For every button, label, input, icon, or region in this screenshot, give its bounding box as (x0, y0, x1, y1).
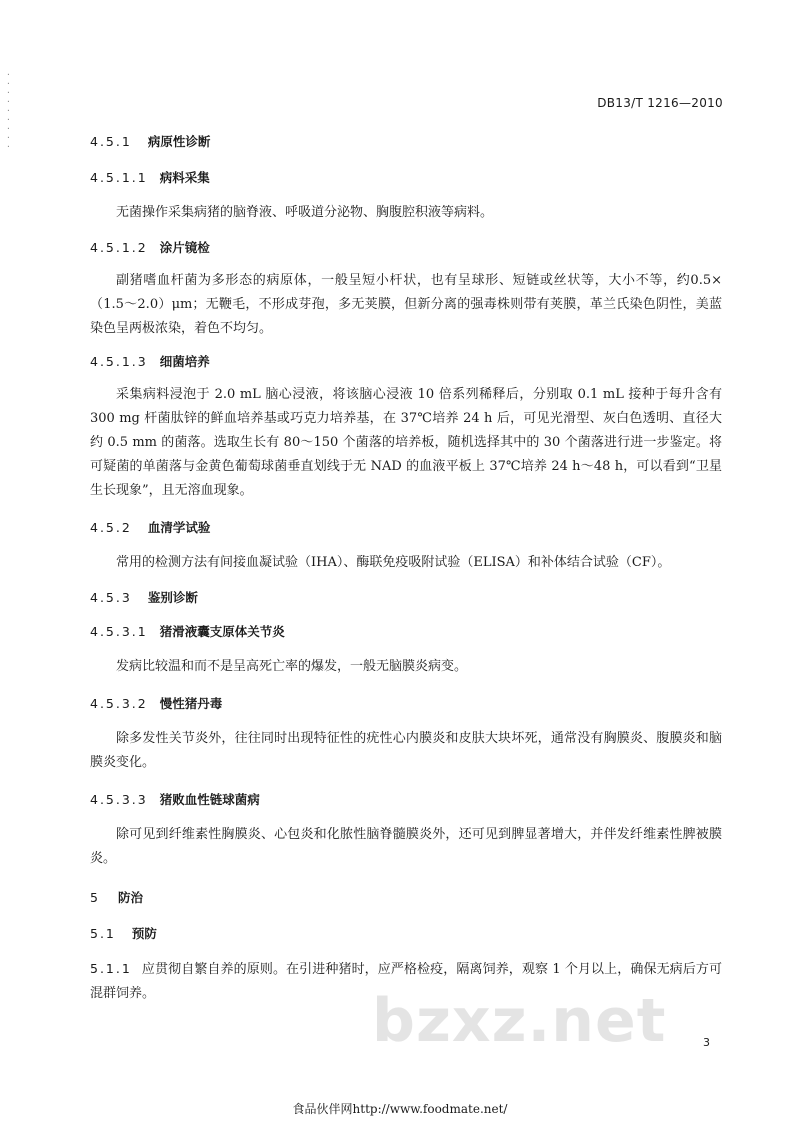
section-number: 4.5.2 (90, 520, 132, 535)
section-title: 慢性猪丹毒 (159, 696, 223, 711)
body-paragraph: 除可见到纤维素性胸膜炎、心包炎和化脓性脑脊髓膜炎外，还可见到脾显著增大，并伴发纤维素性脾被膜炎。 (90, 827, 722, 866)
section-number: 4.5.3.3 (90, 792, 148, 807)
scan-edge-marks: . . . . . . . . . (6, 68, 11, 149)
section-heading (90, 353, 722, 371)
body-paragraph: 副猪嗜血杆菌为多形态的病原体，一般呈短小杆状，也有呈球形、短链或丝状等，大小不等，约0.5×（1.5～2.0）μm；无鞭毛，不形成芽孢，多无荚膜，但新分离的强毒株则带有荚膜，革兰氏染色阴性，美蓝染色呈两极浓染，着色不均匀。 (90, 273, 722, 336)
section-heading (90, 519, 722, 537)
section-heading (90, 791, 722, 809)
section-title: 细菌培养 (159, 354, 210, 369)
section-heading (90, 239, 722, 257)
section-heading (90, 169, 722, 187)
section-number: 4.5.3 (90, 590, 132, 605)
section-heading (90, 589, 722, 607)
body-paragraph: 发病比较温和而不是呈高死亡率的爆发，一般无脑膜炎病变。 (116, 659, 468, 674)
section-heading (90, 623, 722, 641)
clause-number: 5.1.1 (90, 961, 132, 976)
page-number: 3 (703, 1036, 710, 1049)
section-title: 鉴别诊断 (147, 590, 198, 605)
section-number: 4.5.1.1 (90, 170, 148, 185)
body-paragraph: 无菌操作采集病猪的脑脊液、呼吸道分泌物、胸腹腔积液等病料。 (116, 205, 494, 220)
body-paragraph: 常用的检测方法有间接血凝试验（IHA）、酶联免疫吸附试验（ELISA）和补体结合试验（CF）。 (116, 555, 671, 570)
section-title: 涂片镜检 (159, 240, 210, 255)
clause-text: 应贯彻自繁自养的原则。在引进种猪时，应严格检疫，隔离饲养，观察 1 个月以上，确保无病后方可混群饲养。 (90, 962, 722, 1001)
section-number: 5.1 (90, 926, 116, 941)
body-paragraph: 除多发性关节炎外，往往同时出现特征性的疣性心内膜炎和皮肤大块坏死，通常没有胸膜炎、腹膜炎和脑膜炎变化。 (90, 731, 722, 770)
section-number: 4.5.3.2 (90, 696, 148, 711)
body-paragraph: 采集病料浸泡于 2.0 mL 脑心浸液，将该脑心浸液 10 倍系列稀释后，分别取 0.1 mL 接种于每升含有 300 mg 杆菌肽锌的鲜血培养基或巧克力培养基，在 37℃培养 24 h 后，可见光滑型、灰白色透明、直径大约 0.5 mm 的菌落。选取生长有 80～150 个菌落的培养板，随机选择其中的 30 个菌落进行进一步鉴定。将可疑菌的单菌落与金黄色葡萄球菌垂直划线于无 NAD 的血液平板上 37℃培养 24 h～48 h，可以看到“卫星生长现象”，且无溶血现象。 (90, 387, 722, 498)
section-title: 预防 (131, 926, 157, 941)
section-title: 防治 (117, 890, 143, 905)
section-number: 5 (90, 890, 100, 905)
footer-source: 食品伙伴网http://www.foodmate.net/ (292, 1102, 508, 1116)
standard-number: DB13/T 1216—2010 (597, 96, 723, 110)
section-number: 4.5.1 (90, 134, 132, 149)
section-number: 4.5.1.2 (90, 240, 148, 255)
section-heading (90, 925, 722, 943)
section-title: 猪滑液囊支原体关节炎 (159, 624, 285, 639)
section-title: 猪败血性链球菌病 (159, 792, 260, 807)
section-heading (90, 695, 722, 713)
section-heading (90, 133, 722, 151)
section-title: 血清学试验 (147, 520, 211, 535)
watermark: bzxz.net (372, 986, 667, 1056)
section-number: 4.5.3.1 (90, 624, 148, 639)
section-number: 4.5.1.3 (90, 354, 148, 369)
section-heading (90, 889, 722, 907)
document-body (90, 128, 722, 1006)
section-title: 病原性诊断 (147, 134, 211, 149)
section-title: 病料采集 (159, 170, 210, 185)
